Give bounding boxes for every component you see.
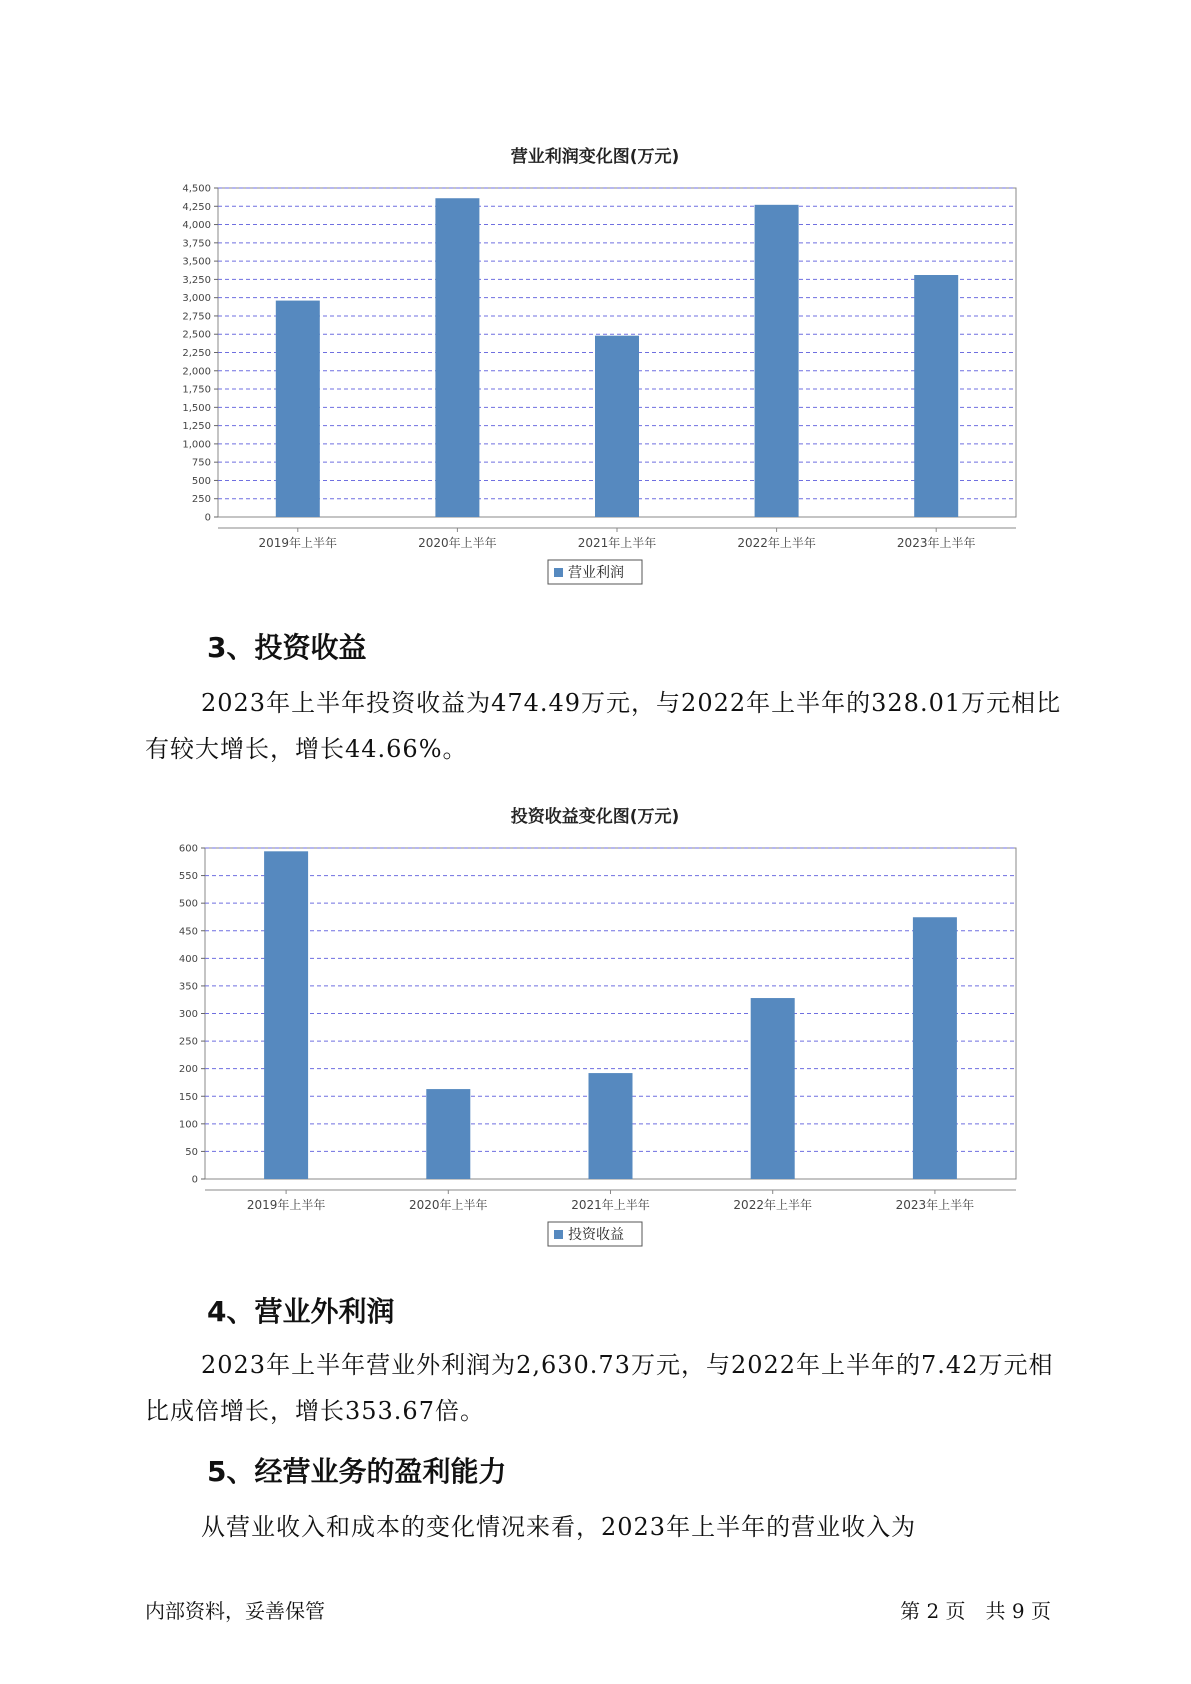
bar-2020年上半年 (426, 1089, 470, 1179)
y-tick-label: 100 (178, 1119, 198, 1131)
y-tick-label: 0 (191, 1174, 198, 1186)
x-tick-label: 2022年上半年 (733, 1198, 812, 1212)
y-tick-label: 2,250 (182, 348, 211, 359)
bar-2022年上半年 (755, 205, 799, 517)
legend-label: 营业利润 (568, 565, 624, 581)
section-text-non-operating-profit: 2023年上半年营业外利润为2,630.73万元，与2022年上半年的7.42万元相比成倍增长，增长353.67倍。 (145, 1351, 1054, 1425)
bar-2019年上半年 (276, 301, 320, 517)
section-text-profitability: 从营业收入和成本的变化情况来看，2023年上半年的营业收入为 (201, 1513, 917, 1541)
y-tick-label: 600 (178, 843, 198, 855)
y-tick-label: 4,500 (182, 183, 211, 195)
x-tick-label: 2021年上半年 (571, 1198, 650, 1212)
y-tick-label: 500 (178, 898, 198, 910)
y-tick-label: 1,500 (182, 402, 211, 414)
bar-2022年上半年 (751, 998, 795, 1179)
investment-income-chart-svg (0, 792, 1191, 1262)
x-tick-label: 2019年上半年 (258, 536, 338, 550)
operating-profit-chart-svg (0, 130, 1191, 600)
x-tick-label: 2020年上半年 (409, 1198, 488, 1212)
legend-label: 投资收益 (568, 1227, 624, 1243)
y-tick-label: 250 (178, 1036, 198, 1048)
y-tick-label: 1,250 (182, 421, 211, 433)
footer-left: 内部资料，妥善保管 (145, 1599, 325, 1623)
operating-profit-chart (0, 130, 1191, 600)
y-tick-label: 300 (178, 1009, 198, 1020)
y-tick-label: 1,000 (182, 439, 211, 451)
section-text-investment-income: 2023年上半年投资收益为474.49万元，与2022年上半年的328.01万元相比有较大增长，增长44.66%。 (145, 689, 1062, 763)
legend-swatch (554, 568, 563, 577)
y-tick-label: 750 (191, 457, 211, 469)
y-tick-label: 3,500 (182, 256, 211, 268)
y-tick-label: 2,500 (182, 329, 211, 341)
footer-page-number: 第 2 页 共 9 页 (900, 1599, 1051, 1623)
investment-income-chart (0, 792, 1191, 1262)
section-heading-investment-income: 3、投资收益 (207, 631, 367, 664)
section-heading-non-operating-profit: 4、营业外利润 (207, 1295, 395, 1328)
y-tick-label: 450 (178, 926, 198, 938)
x-tick-label: 2019年上半年 (246, 1198, 326, 1212)
y-tick-label: 2,000 (182, 366, 211, 378)
y-tick-label: 50 (185, 1146, 198, 1158)
x-tick-label: 2021年上半年 (577, 536, 657, 550)
y-tick-label: 4,000 (182, 220, 211, 232)
chart-title: 投资收益变化图(万元) (510, 807, 680, 827)
y-tick-label: 150 (178, 1091, 198, 1103)
y-tick-label: 3,750 (182, 238, 211, 250)
y-tick-label: 200 (178, 1064, 198, 1076)
section-heading-profitability: 5、经营业务的盈利能力 (207, 1455, 507, 1488)
y-tick-label: 2,750 (182, 311, 211, 323)
y-tick-label: 3,000 (182, 293, 211, 305)
bar-2021年上半年 (595, 336, 639, 517)
y-tick-label: 400 (178, 953, 198, 965)
chart-title: 营业利润变化图(万元) (510, 147, 680, 167)
bar-2020年上半年 (435, 198, 479, 517)
y-tick-label: 4,250 (182, 201, 211, 213)
y-tick-label: 500 (191, 475, 211, 487)
y-tick-label: 350 (178, 981, 198, 993)
x-tick-label: 2020年上半年 (418, 536, 497, 550)
y-tick-label: 0 (204, 512, 211, 524)
y-tick-label: 1,750 (182, 384, 211, 396)
bar-2021年上半年 (589, 1073, 633, 1179)
y-tick-label: 250 (191, 494, 211, 506)
bar-2023年上半年 (913, 917, 957, 1179)
bar-2019年上半年 (264, 851, 308, 1179)
x-tick-label: 2023年上半年 (896, 536, 976, 550)
x-tick-label: 2023年上半年 (895, 1198, 975, 1212)
y-tick-label: 550 (178, 871, 198, 883)
x-tick-label: 2022年上半年 (737, 536, 816, 550)
bar-2023年上半年 (914, 275, 958, 517)
legend-swatch (554, 1230, 563, 1239)
y-tick-label: 3,250 (182, 274, 211, 286)
